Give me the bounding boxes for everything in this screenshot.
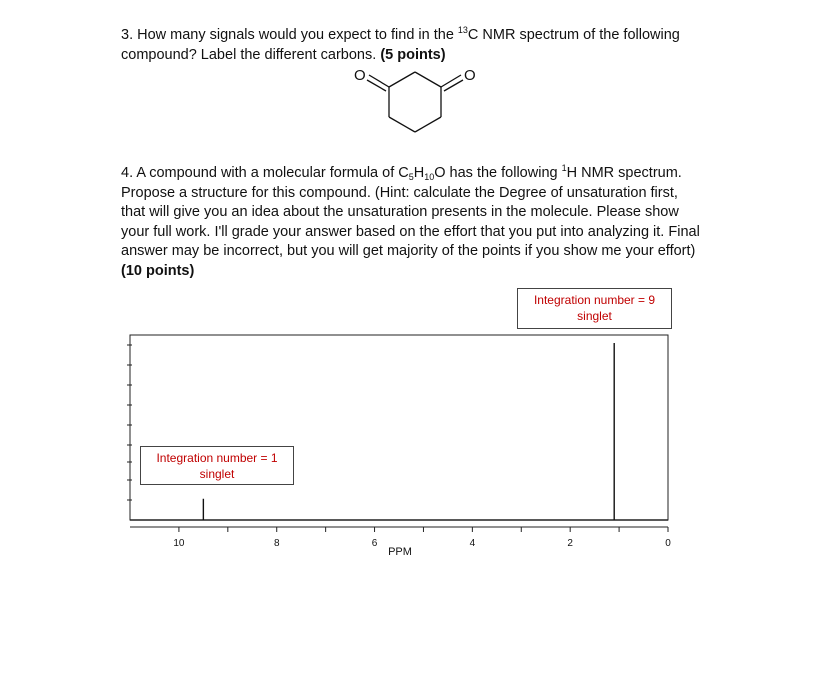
x-tick-label: 6	[371, 538, 378, 549]
nmr-peaks	[203, 343, 614, 520]
x-axis-label: PPM	[388, 546, 412, 558]
x-tick-label: 2	[567, 538, 573, 549]
annotation-label: Integration number = 1	[156, 451, 278, 465]
oxygen-right: O	[464, 67, 476, 84]
question-4-line-3: that will give you an idea about the unsaturation presents in the molecule. Please show	[121, 204, 679, 220]
peak-annotation-integration-9	[517, 288, 672, 329]
question-4-line-4: your full work. I'll grade your answer based on the effort that you put into analyzing it. Final	[121, 223, 700, 240]
annotation-multiplicity: singlet	[199, 467, 235, 481]
x-tick-label: 10	[173, 538, 185, 549]
question-4-line-2: Propose a structure for this compound. (Hint: calculate the Degree of unsaturation first,	[121, 184, 678, 201]
annotation-multiplicity: singlet	[577, 309, 612, 323]
ppm-axis-tick-labels	[173, 538, 671, 549]
x-tick-label: 0	[665, 538, 671, 549]
x-tick-label: 4	[469, 538, 476, 549]
spectrum-frame	[130, 335, 668, 527]
peak-annotation-integration-1	[140, 446, 294, 485]
annotation-label: Integration number = 9	[533, 293, 656, 307]
oxygen-left: O	[354, 67, 366, 84]
question-3-line-2: compound? Label the different carbons. (5 points)	[121, 46, 446, 63]
ppm-axis-ticks	[179, 527, 668, 532]
question-3-points: (5 points)	[380, 46, 446, 63]
question-4-points: (10 points)	[121, 262, 195, 279]
question-4-line-1: 4. A compound with a molecular formula of $C_5H_{10}O$ has the following $^1$H NMR spectrum.	[121, 163, 682, 182]
question-4-line-5: answer may be incorrect, but you will get majority of the points if you show me your effort)	[121, 243, 696, 259]
x-tick-label: 8	[273, 538, 280, 549]
question-3-line-1: 3. How many signals would you expect to find in the $^{13}$C NMR spectrum of the following	[121, 25, 680, 43]
